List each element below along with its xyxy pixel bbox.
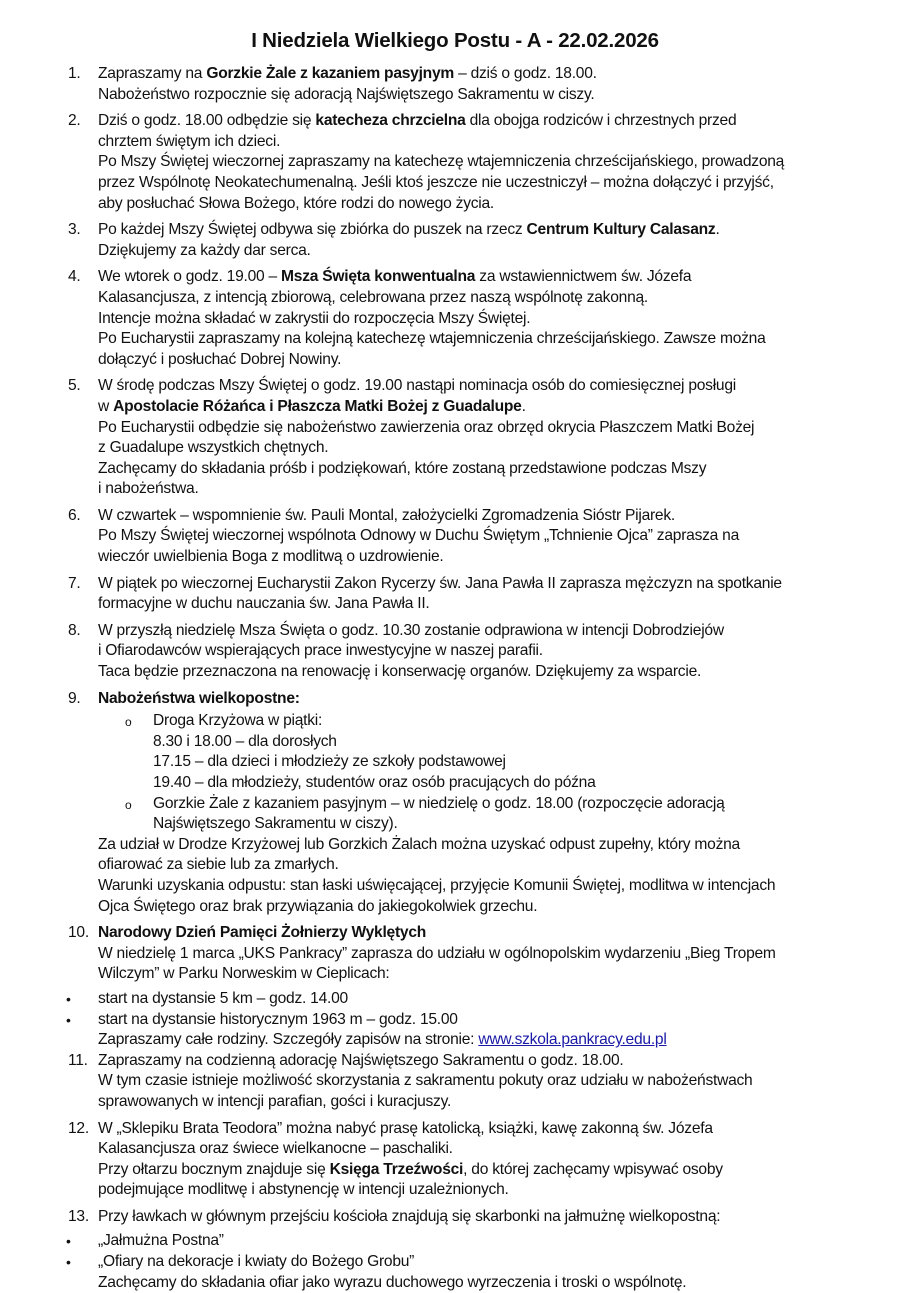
text: Kalasancjusza, z intencją zbiorową, celebrowana przez naszą wspólnotę zakonną. xyxy=(98,288,648,306)
text: W środę podczas Mszy Świętej o godz. 19.00 nastąpi nominacja osób do comiesięcznej posługi xyxy=(98,377,736,395)
announcement-9-notes xyxy=(0,835,910,917)
text: Zapraszamy na codzienną adorację Najświętszego Sakramentu o godz. 18.00. xyxy=(98,1051,624,1069)
bold-text: Księga Trzeźwości xyxy=(329,1160,464,1178)
text: chrztem świętym ich dzieci. xyxy=(98,132,281,150)
announcement-12 xyxy=(0,1119,910,1201)
announcement-6 xyxy=(0,506,910,568)
bullet-icon: • xyxy=(66,1233,71,1250)
section-heading: Narodowy Dzień Pamięci Żołnierzy Wyklętych xyxy=(98,924,427,942)
text: – dziś o godz. 18.00. xyxy=(454,65,597,82)
text: Wilczym” w Parku Norweskim w Cieplicach: xyxy=(98,965,390,983)
announcement-1 xyxy=(0,64,910,105)
sub-item-gorzkie-zale xyxy=(0,794,910,835)
text: dołączyć i posłuchać Dobrej Nowiny. xyxy=(98,350,342,368)
announcement-13-notes xyxy=(0,1273,910,1293)
text: Ojca Świętego oraz brak przywiązania do jakiegokolwiek grzechu. xyxy=(98,897,538,915)
text: Taca będzie przeznaczona na renowację i konserwację organów. Dziękujemy za wsparcie. xyxy=(98,663,702,681)
text: Po Mszy Świętej wieczornej zapraszamy na katechezę wtajemniczenia chrześcijańskiego, prowadzoną xyxy=(98,153,785,171)
announcement-13 xyxy=(0,1207,910,1228)
bullet-item xyxy=(0,1231,910,1252)
text: Zachęcamy do składania ofiar jako wyrazu duchowego wyrzeczenia i troski o wspólnotę. xyxy=(98,1273,687,1291)
item-number: 5. xyxy=(68,377,81,395)
text: Po Eucharystii zapraszamy na kolejną katechezę wtajemniczenia chrześcijańskiego. Zawsze można xyxy=(98,330,766,348)
announcement-10 xyxy=(0,923,910,985)
text: 19.40 – dla młodzieży, studentów oraz osób pracujących do późna xyxy=(153,774,596,791)
bullet-icon: • xyxy=(66,1011,71,1028)
text: Po Eucharystii odbędzie się nabożeństwo zawierzenia oraz obrzęd okrycia Płaszczem Matki Bożej xyxy=(98,418,755,436)
text: i nabożeństwa. xyxy=(98,480,199,498)
announcement-7 xyxy=(0,574,910,615)
text: W „Sklepiku Brata Teodora” można nabyć prasę katolicką, książki, kawę zakonną św. Józefa xyxy=(98,1119,713,1137)
item-number: 13. xyxy=(68,1207,89,1225)
text: start na dystansie historycznym 1963 m – godz. 15.00 xyxy=(98,1010,458,1028)
text: z Guadalupe wszystkich chętnych. xyxy=(98,439,329,457)
text: Zapraszamy całe rodziny. Szczegóły zapisów na stronie: xyxy=(98,1031,479,1049)
item-number: 4. xyxy=(68,268,81,286)
text: aby posłuchać Słowa Bożego, które rodzi do nowego życia. xyxy=(98,194,495,212)
text: Gorzkie Żale z kazaniem pasyjnym – w niedzielę o godz. 18.00 (rozpoczęcie adoracją xyxy=(153,794,725,812)
text: Przy ławkach w głównym przejściu kościoła znajdują się skarbonki na jałmużnę wielkopostną: xyxy=(98,1207,721,1225)
text: W czwartek – wspomnienie św. Pauli Montal, założycielki Zgromadzenia Sióstr Pijarek. xyxy=(98,506,675,524)
announcement-11 xyxy=(0,1051,910,1113)
item-number: 9. xyxy=(68,689,81,707)
announcements-list xyxy=(0,64,910,1293)
bullet-item xyxy=(0,1252,910,1273)
text: Kalasancjusza oraz świece wielkanocne – paschaliki. xyxy=(98,1140,453,1158)
bold-text: katecheza chrzcielna xyxy=(315,112,466,130)
text: Intencje można składać w zakrystii do rozpoczęcia Mszy Świętej. xyxy=(98,309,531,327)
announcement-5 xyxy=(0,376,910,500)
text: Droga Krzyżowa w piątki: xyxy=(153,712,323,730)
bullet-item xyxy=(0,1010,910,1031)
bullet-icon: • xyxy=(66,990,71,1007)
website-link[interactable]: www.szkola.pankracy.edu.pl xyxy=(478,1031,667,1049)
text: ofiarować za siebie lub za zmarłych. xyxy=(98,856,339,874)
text: Za udział w Drodze Krzyżowej lub Gorzkich Żalach można uzyskać odpust zupełny, który można xyxy=(98,835,740,853)
page-title: I Niedziela Wielkiego Postu - A - 22.02.2026 xyxy=(251,29,659,52)
announcement-10-notes xyxy=(0,1030,910,1051)
sub-item-droga-krzyzowa xyxy=(0,711,910,793)
bullet-item xyxy=(0,989,910,1010)
text: start na dystansie 5 km – godz. 14.00 xyxy=(98,989,348,1007)
text: podejmujące modlitwę i abstynencję w intencji uzależnionych. xyxy=(98,1181,509,1199)
text: wieczór uwielbienia Boga z modlitwą o uzdrowienie. xyxy=(98,548,444,566)
item-number: 1. xyxy=(68,65,81,82)
text: „Ofiary na dekoracje i kwiaty do Bożego Grobu” xyxy=(98,1253,415,1271)
announcement-9 xyxy=(0,689,910,710)
text: Zachęcamy do składania próśb i podziękowań, które zostaną przedstawione podczas Mszy xyxy=(98,459,707,477)
text: Warunki uzyskania odpustu: stan łaski uświęcającej, przyjęcie Komunii Świętej, modlitwa w intencjach xyxy=(98,876,776,894)
item-number: 10. xyxy=(68,924,89,942)
text: Najświętszego Sakramentu w ciszy). xyxy=(153,815,398,833)
bold-text: Gorzkie Żale z kazaniem pasyjnym xyxy=(206,65,454,82)
text: przez Wspólnotę Neokatechumenalną. Jeśli ktoś jeszcze nie uczestniczył – można dołączyć i przyjść, xyxy=(98,173,774,191)
text: Dziś o godz. 18.00 odbędzie się xyxy=(98,112,316,130)
bold-text: Centrum Kultury Calasanz xyxy=(526,221,716,239)
text: za wstawiennictwem św. Józefa xyxy=(475,268,692,286)
text: 8.30 i 18.00 – dla dorosłych xyxy=(153,732,337,750)
text: . xyxy=(521,397,526,415)
item-number: 6. xyxy=(68,506,81,524)
text: W przyszłą niedzielę Msza Święta o godz. 10.30 zostanie odprawiona w intencji Dobrodziejów xyxy=(98,621,724,639)
text: W piątek po wieczornej Eucharystii Zakon Rycerzy św. Jana Pawła II zaprasza mężczyzn na spotkanie xyxy=(98,574,782,592)
circle-bullet-icon: o xyxy=(125,797,132,812)
text: Po Mszy Świętej wieczornej wspólnota Odnowy w Duchu Świętym „Tchnienie Ojca” zaprasza na xyxy=(98,527,740,545)
circle-bullet-icon: o xyxy=(125,715,132,730)
text: , do której zachęcamy wpisywać osoby xyxy=(463,1160,723,1178)
text: . xyxy=(715,221,720,239)
item-number: 12. xyxy=(68,1119,89,1137)
item-number: 7. xyxy=(68,574,81,592)
item-number: 8. xyxy=(68,621,81,639)
bold-text: Msza Święta konwentualna xyxy=(281,268,476,286)
text: 17.15 – dla dzieci i młodzieży ze szkoły podstawowej xyxy=(153,753,506,771)
text: Zapraszamy na xyxy=(98,65,207,82)
announcement-8 xyxy=(0,621,910,683)
text: „Jałmużna Postna” xyxy=(98,1232,224,1250)
text: dla obojga rodziców i chrzestnych przed xyxy=(465,112,737,130)
item-number: 11. xyxy=(68,1051,88,1069)
text: sprawowanych w intencji parafian, gości i kuracjuszy. xyxy=(98,1092,452,1110)
text: Dziękujemy za każdy dar serca. xyxy=(98,241,311,259)
text: Przy ołtarzu bocznym znajduje się xyxy=(98,1160,330,1178)
text: i Ofiarodawców wspierających prace inwestycyjne w naszej parafii. xyxy=(98,642,543,660)
section-heading: Nabożeństwa wielkopostne: xyxy=(98,689,300,707)
bold-text: Apostolacie Różańca i Płaszcza Matki Bożej z Guadalupe xyxy=(113,397,522,415)
text: W tym czasie istnieje możliwość skorzystania z sakramentu pokuty oraz udziału w nabożeństwach xyxy=(98,1072,753,1090)
text: formacyjne w duchu nauczania św. Jana Pawła II. xyxy=(98,595,430,613)
announcement-4 xyxy=(0,267,910,370)
announcement-2 xyxy=(0,111,910,214)
text: Po każdej Mszy Świętej odbywa się zbiórka do puszek na rzecz xyxy=(98,221,527,239)
text: Nabożeństwo rozpocznie się adoracją Najświętszego Sakramentu w ciszy. xyxy=(98,85,595,103)
bullet-icon: • xyxy=(66,1254,71,1271)
announcement-3 xyxy=(0,220,910,261)
text: W niedzielę 1 marca „UKS Pankracy” zaprasza do udziału w ogólnopolskim wydarzeniu „Bieg Tropem xyxy=(98,944,776,962)
text: We wtorek o godz. 19.00 – xyxy=(98,268,282,286)
text: w xyxy=(98,397,114,415)
item-number: 2. xyxy=(68,112,81,130)
item-number: 3. xyxy=(68,221,81,239)
